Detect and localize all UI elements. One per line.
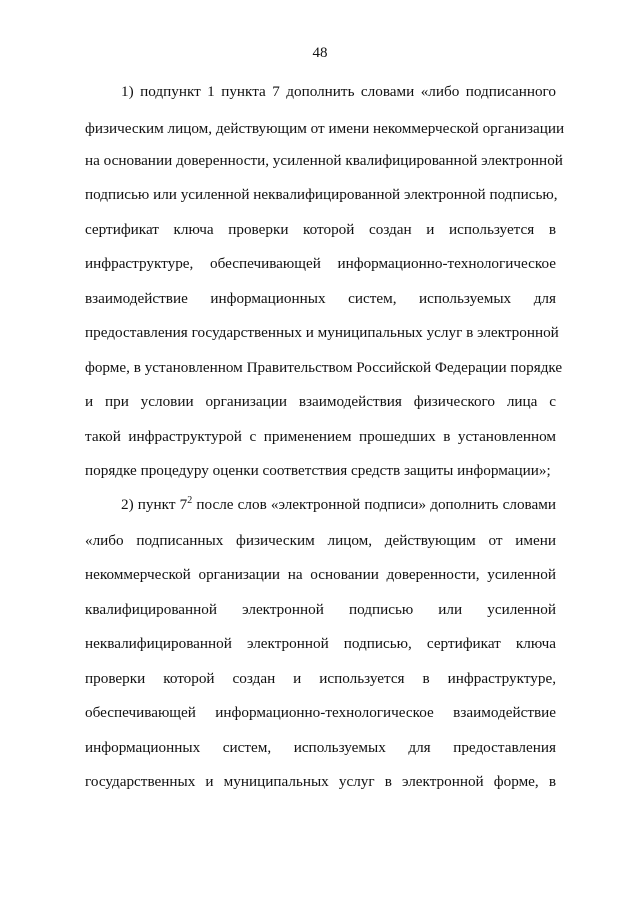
paragraph-1-line-10: и при условии организации взаимодействия физического лица с: [85, 393, 556, 410]
paragraph-2-line-4: квалифицированной электронной подписью или усиленной: [85, 601, 556, 618]
paragraph-2-line-3: некоммерческой организации на основании доверенности, усиленной: [85, 566, 556, 583]
page-number: 48: [312, 45, 328, 61]
paragraph-2-line-2: «либо подписанных физическим лицом, действующим от имени: [85, 532, 556, 549]
paragraph-2-line-6: проверки которой создан и используется в инфраструктуре,: [85, 670, 556, 687]
paragraph-1-line-6: инфраструктуре, обеспечивающей информационно-технологическое: [85, 255, 556, 272]
paragraph-1-line-8: предоставления государственных и муниципальных услуг в электронной: [85, 324, 559, 341]
paragraph-2-prefix: 2) пункт 7: [121, 496, 188, 513]
paragraph-1-line-11: такой инфраструктурой с применением прошедших в установленном: [85, 428, 556, 445]
paragraph-1-line-12: порядке процедуру оценки соответствия средств защиты информации»;: [85, 462, 551, 479]
paragraph-2-line-8: информационных систем, используемых для предоставления: [85, 739, 556, 756]
paragraph-1-line-3: на основании доверенности, усиленной квалифицированной электронной: [85, 152, 563, 169]
paragraph-2-line-5: неквалифицированной электронной подписью, сертификат ключа: [85, 635, 556, 652]
paragraph-2-line-1: [121, 497, 556, 512]
paragraph-1-line-7: взаимодействие информационных систем, используемых для: [85, 290, 556, 307]
paragraph-1-line-4: подписью или усиленной неквалифицированной электронной подписью,: [85, 186, 558, 203]
paragraph-2-line-9: государственных и муниципальных услуг в электронной форме, в: [85, 773, 556, 790]
paragraph-1-line-1: 1) подпункт 1 пункта 7 дополнить словами «либо подписанного: [121, 83, 556, 100]
paragraph-1-line-2: физическим лицом, действующим от имени некоммерческой организации: [85, 120, 565, 137]
superscript: 2: [187, 495, 193, 506]
paragraph-1-line-5: сертификат ключа проверки которой создан и используется в: [85, 221, 556, 238]
paragraph-2-suffix: после слов «электронной подписи» дополнить словами: [192, 496, 556, 513]
paragraph-2-line-7: обеспечивающей информационно-технологическое взаимодействие: [85, 704, 556, 721]
paragraph-1-line-9: форме, в установленном Правительством Российской Федерации порядке: [85, 359, 563, 376]
